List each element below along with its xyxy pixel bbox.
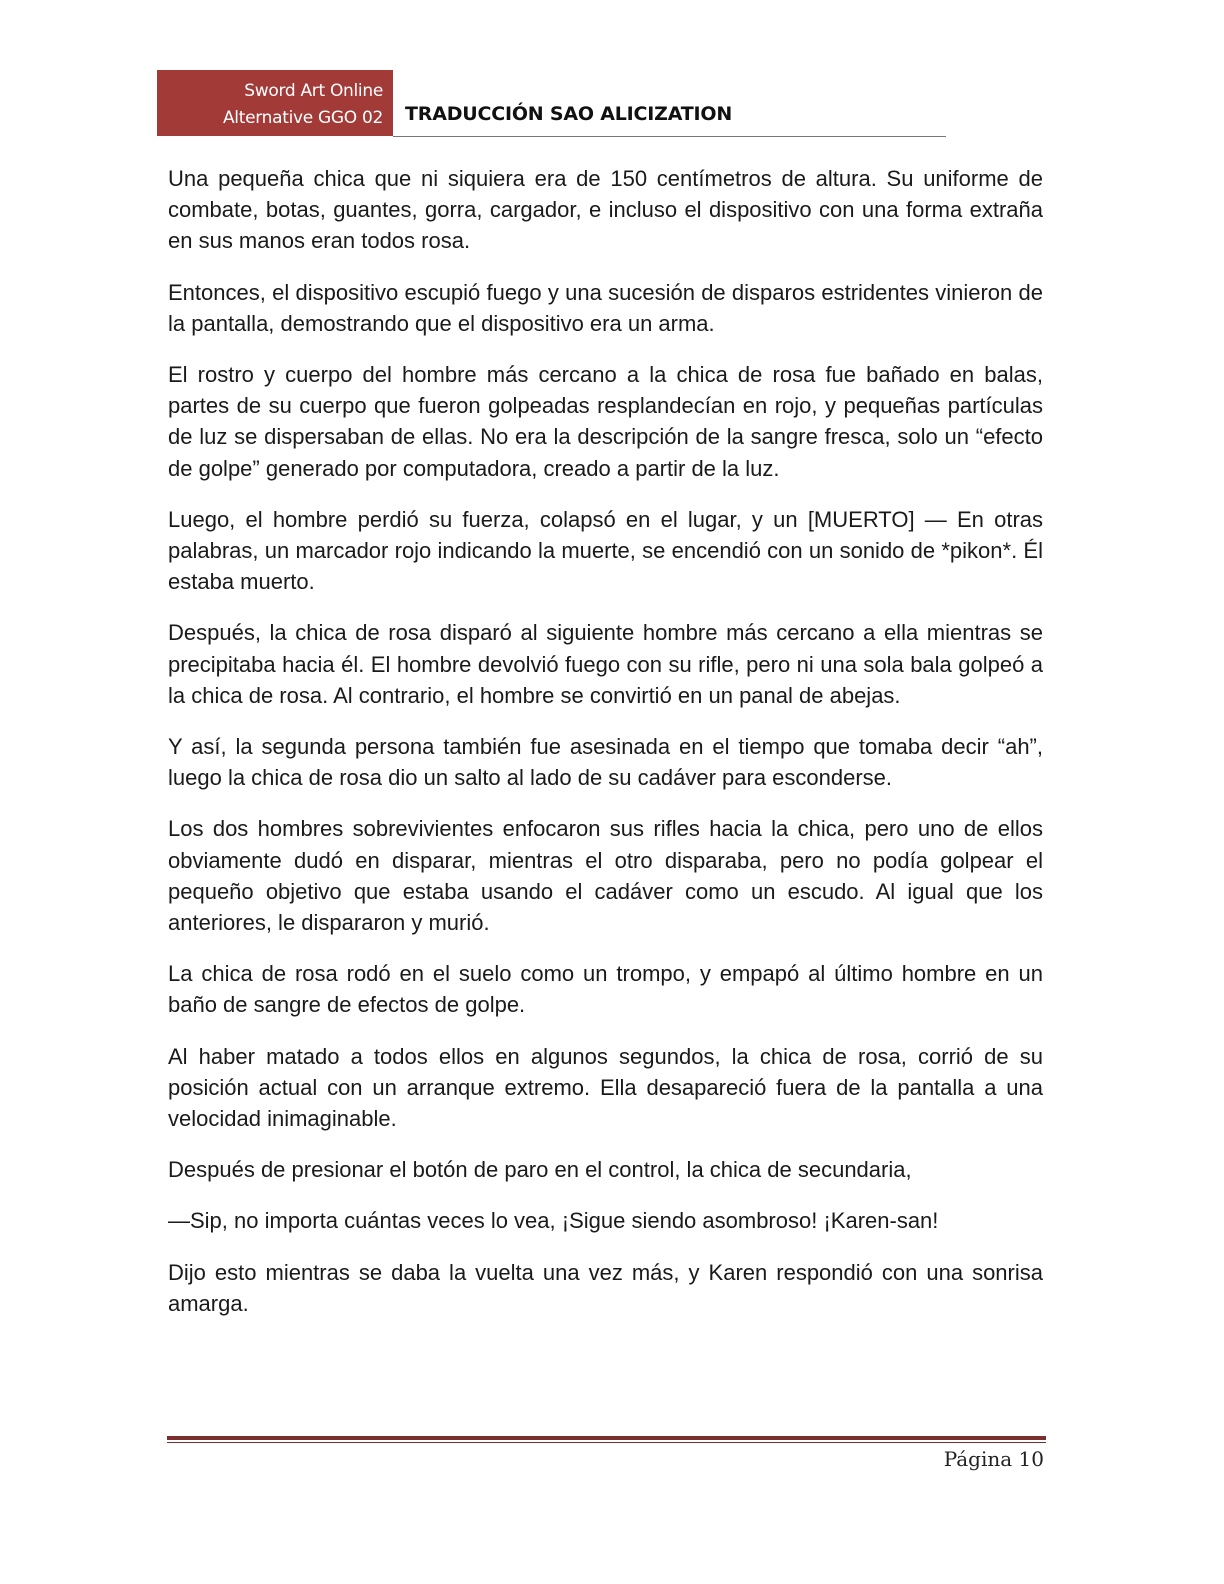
paragraph: —Sip, no importa cuántas veces lo vea, ¡Sigue siendo asombroso! ¡Karen-san!: [168, 1208, 939, 1234]
header-book-volume: Alternative GGO 02: [222, 108, 383, 128]
paragraph: Entonces, el dispositivo escupió fuego y una sucesión de disparos estridentes vinieron de la pantalla, demostrando que el dispositivo era un arma.: [168, 279, 1043, 336]
paragraph: Luego, el hombre perdió su fuerza, colapsó en el lugar, y un [MUERTO] — En otras palabras, un marcador rojo indicando la muerte, se encendió con un sonido de *pikon*. Él estaba muerto.: [168, 506, 1043, 595]
footer-rule-thin: [167, 1442, 1046, 1443]
paragraph: Los dos hombres sobrevivientes enfocaron sus rifles hacia la chica, pero uno de ellos obviamente dudó en disparar, mientras el otro disparaba, pero no podía golpear el pequeño objetivo que estaba usando el cadáver como un escudo. Al igual que los anteriores, le dispararon y murió.: [168, 816, 1043, 936]
header-book-title: Sword Art Online: [244, 81, 383, 101]
paragraph: El rostro y cuerpo del hombre más cercano a la chica de rosa fue bañado en balas, partes de su cuerpo que fueron golpeadas resplandecían en rojo, y pequeñas partículas de luz se dispersaban de ellas. No era la descripción de la sangre fresca, solo un “efecto de golpe” generado por computadora, creado a partir de la luz.: [168, 362, 1043, 481]
footer-rule: [167, 1436, 1046, 1440]
header-book-box: [157, 70, 393, 136]
page-content: [168, 163, 1043, 1339]
paragraph: Después de presionar el botón de paro en el control, la chica de secundaria,: [168, 1157, 912, 1183]
paragraph: Al haber matado a todos ellos en algunos segundos, la chica de rosa, corrió de su posición actual con un arranque extremo. Ella desapareció fuera de la pantalla a una velocidad inimaginable.: [168, 1043, 1043, 1132]
header-title: TRADUCCIÓN SAO ALICIZATION: [405, 103, 733, 125]
paragraph: Después, la chica de rosa disparó al siguiente hombre más cercano a ella mientras se precipitaba hacia él. El hombre devolvió fuego con su rifle, pero ni una sola bala golpeó a la chica de rosa. Al contrario, el hombre se convirtió en un panal de abejas.: [168, 620, 1043, 708]
paragraph: Una pequeña chica que ni siquiera era de 150 centímetros de altura. Su uniforme de combate, botas, guantes, gorra, cargador, e incluso el dispositivo con una forma extraña en sus manos eran todos rosa.: [168, 166, 1043, 254]
page-number: Página 10: [943, 1447, 1044, 1471]
paragraph: La chica de rosa rodó en el suelo como un trompo, y empapó al último hombre en un baño de sangre de efectos de golpe.: [168, 961, 1043, 1018]
paragraph: Dijo esto mientras se daba la vuelta una vez más, y Karen respondió con una sonrisa amarga.: [168, 1259, 1043, 1316]
header-rule: [393, 136, 946, 137]
paragraph: Y así, la segunda persona también fue asesinada en el tiempo que tomaba decir “ah”, luego la chica de rosa dio un salto al lado de su cadáver para esconderse.: [168, 734, 1043, 791]
